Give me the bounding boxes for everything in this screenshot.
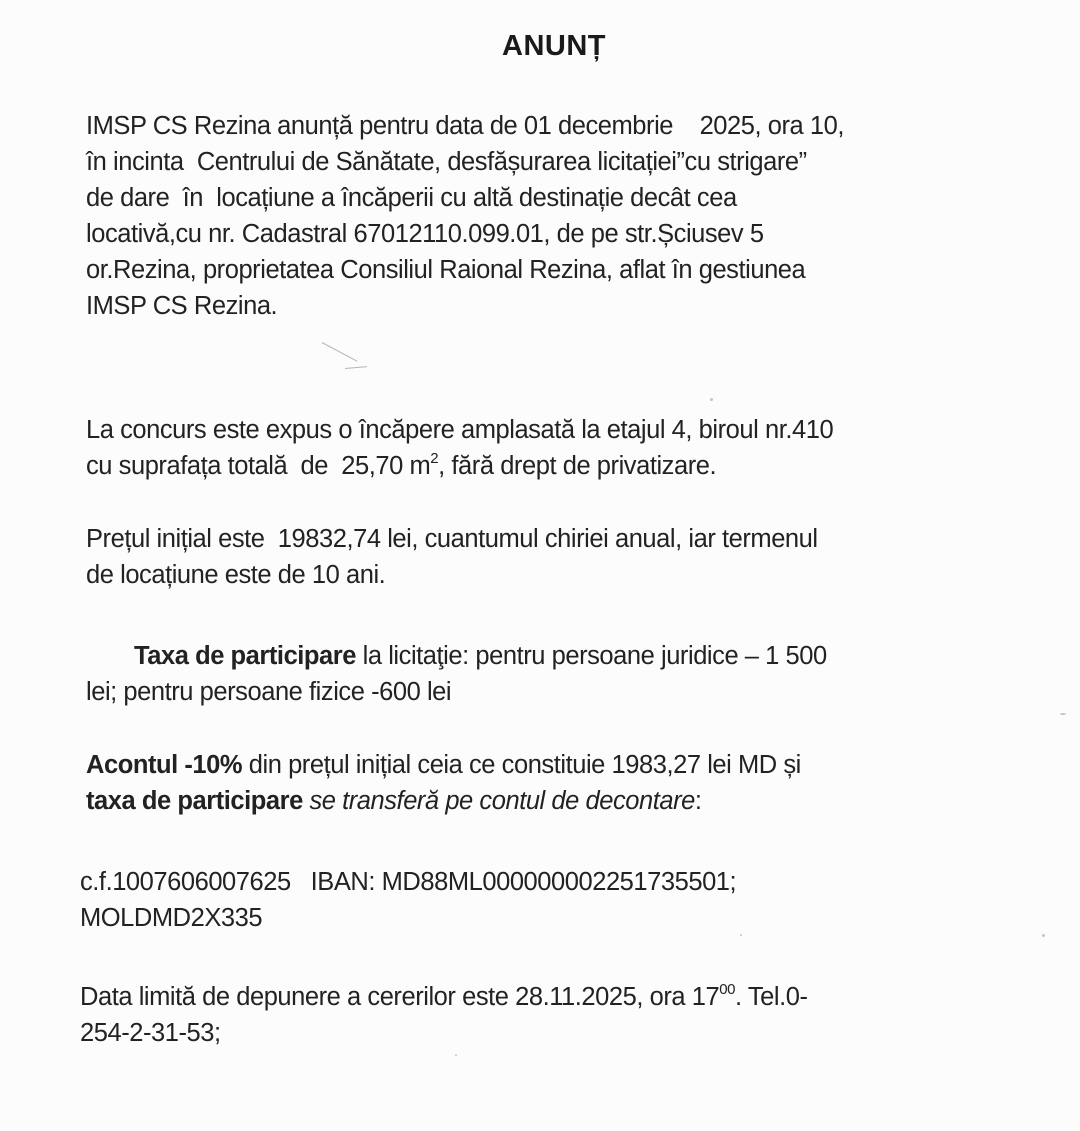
text-fragment: , fără drept de privatizare. xyxy=(438,452,717,480)
text-line: în incinta Centrului de Sănătate, desfășurarea licitației”cu strigare” xyxy=(86,148,807,176)
deadline-text: Data limită de depunere a cererilor este 28.11.2025, ora 17 xyxy=(80,983,720,1011)
scan-artifact xyxy=(322,342,358,362)
text-line: IMSP CS Rezina anunță pentru data de 01 decembrie 2025, ora 10, xyxy=(86,112,844,140)
text-line xyxy=(86,448,1046,484)
bic-line: MOLDMD2X335 xyxy=(80,904,263,932)
text-line: locativă,cu nr. Cadastral 67012110.099.01, de pe str.Șciusev 5 xyxy=(86,220,764,248)
document-title: ANUNȚ xyxy=(502,30,606,62)
scan-artifact xyxy=(740,934,742,936)
bold-label-deposit: Acontul -10% xyxy=(86,751,243,779)
paragraph-deposit xyxy=(86,747,1046,819)
scan-artifact xyxy=(455,1054,457,1056)
text-line: Prețul inițial este 19832,74 lei, cuantumul chiriei anual, iar termenul xyxy=(86,525,818,553)
paragraph-initial-price xyxy=(86,521,1046,593)
scan-artifact xyxy=(1060,713,1066,715)
minutes-superscript: 00 xyxy=(719,981,736,998)
paragraph-participation-fee xyxy=(86,638,1046,710)
text-line: de dare în locațiune a încăperii cu altă destinație decât cea xyxy=(86,184,737,212)
text-fragment: . Tel.0- xyxy=(735,983,808,1011)
scan-artifact xyxy=(345,366,367,369)
text-fragment: la licitaţie: pentru persoane juridice – 1 500 xyxy=(356,642,827,670)
text-line: La concurs este expus o încăpere amplasată la etajul 4, biroul nr.410 xyxy=(86,416,834,444)
paragraph-auction-announcement xyxy=(86,108,1046,324)
text-line: lei; pentru persoane fizice -600 lei xyxy=(86,678,452,706)
bold-label-participation-fee: Taxa de participare xyxy=(134,642,356,670)
text-line: IMSP CS Rezina. xyxy=(86,292,278,320)
scan-artifact xyxy=(710,398,713,401)
scan-artifact xyxy=(1042,934,1045,937)
text-line xyxy=(86,747,1046,783)
text-line xyxy=(86,638,1046,674)
italic-transfer-text: se transferă pe contul de decontare xyxy=(302,787,695,815)
text-line xyxy=(80,979,1040,1015)
phone-line: 254-2-31-53; xyxy=(80,1019,221,1047)
text-fragment: din prețul inițial ceia ce constituie 1983,27 lei MD și xyxy=(242,751,801,779)
paragraph-deadline-contact xyxy=(80,979,1040,1051)
text-line xyxy=(86,783,1046,819)
square-superscript: 2 xyxy=(430,450,439,467)
area-text: cu suprafața totală de 25,70 m xyxy=(86,452,431,480)
paragraph-premises-description xyxy=(86,412,1046,484)
text-fragment: : xyxy=(694,787,702,815)
bank-account-line: c.f.1007606007625 IBAN: MD88ML000000002251735501; xyxy=(80,868,737,896)
bold-label-participation-fee: taxa de participare xyxy=(86,787,303,815)
text-line: de locațiune este de 10 ani. xyxy=(86,561,386,589)
text-line: or.Rezina, proprietatea Consiliul Raional Rezina, aflat în gestiunea xyxy=(86,256,806,284)
paragraph-bank-details xyxy=(80,864,1040,936)
